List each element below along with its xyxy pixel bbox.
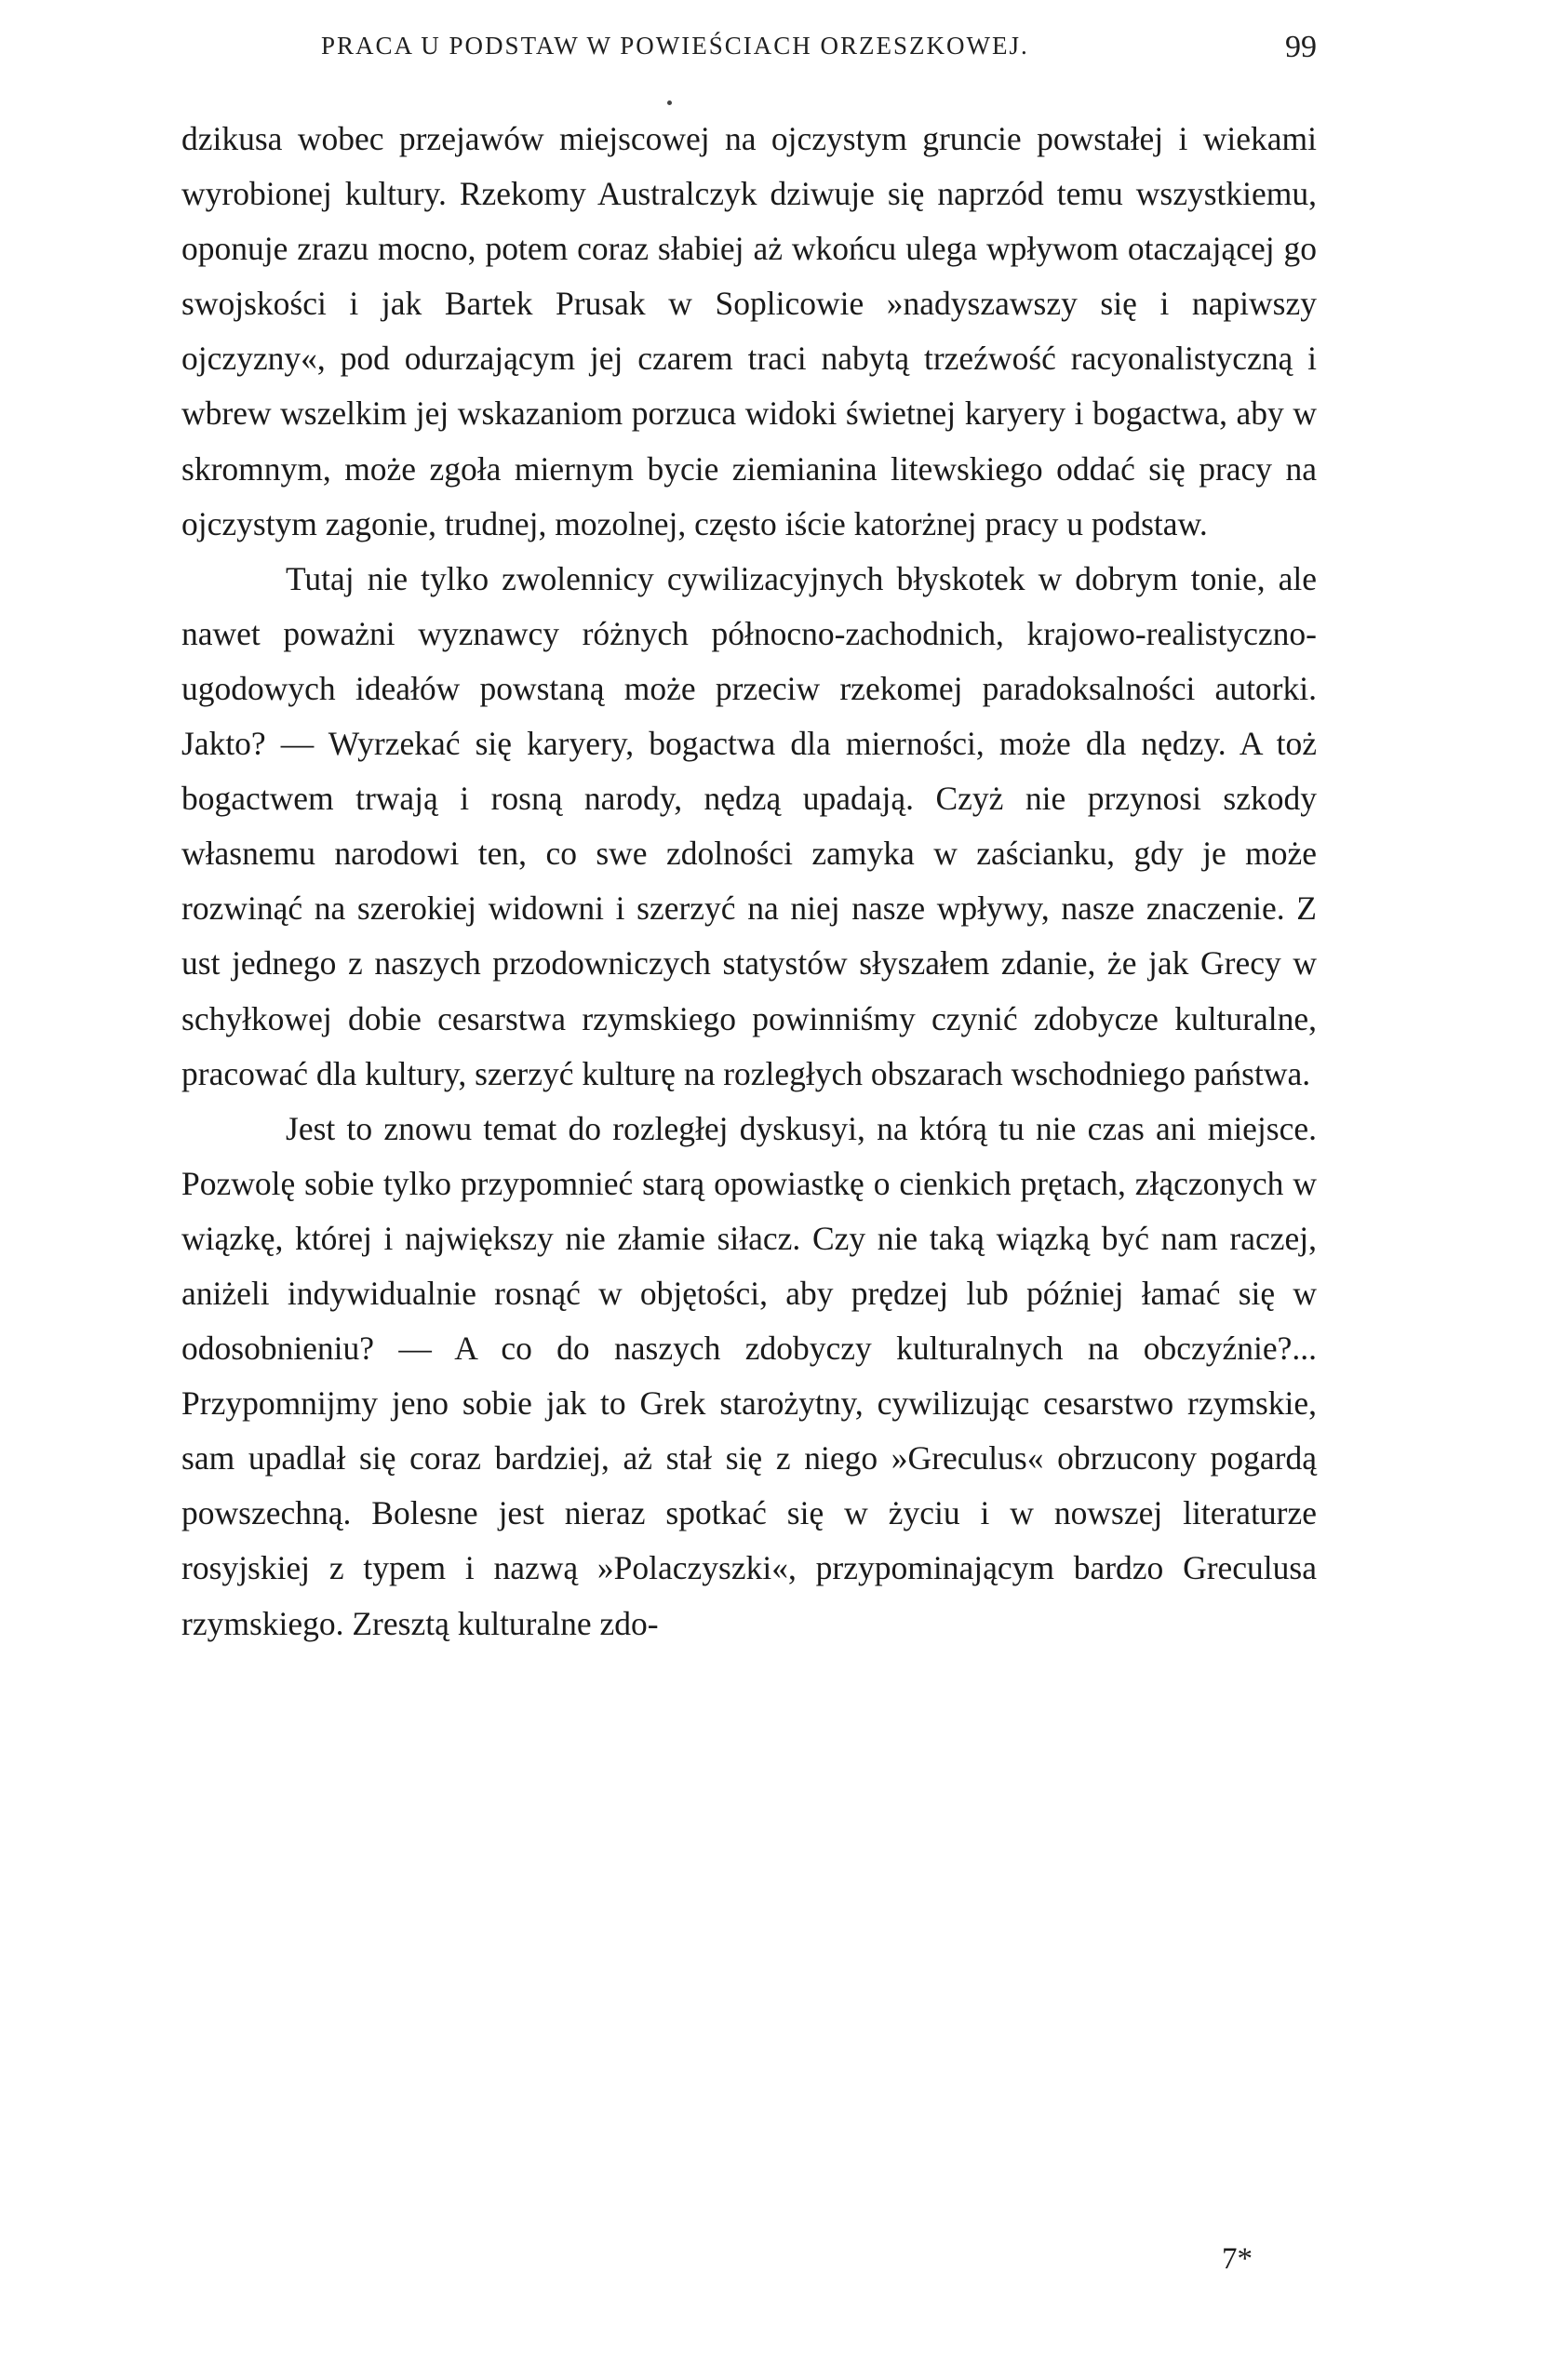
book-page: [181, 0, 1317, 2380]
paragraph: Tutaj nie tylko zwolennicy cywilizacyjnych błyskotek w dobrym tonie, ale nawet poważni wyznawcy różnych północno-zachodnich, krajowo-realistyczno-ugodowych ideałów powstaną może przeciw rzekomej paradoksalności autorki. Jakto? — Wyrzekać się karyery, bogactwa dla mierności, może dla nędzy. A toż bogactwem trwają i rosną narody, nędzą upadają. Czyż nie przynosi szkody własnemu narodowi ten, co swe zdolności zamyka w zaścianku, gdy je może rozwinąć na szerokiej widowni i szerzyć na niej nasze wpływy, nasze znaczenie. Z ust jednego z naszych przodowniczych statystów słyszałem zdanie, że jak Grecy w schyłkowej dobie cesarstwa rzymskiego powinniśmy czynić zdobycze kulturalne, pracować dla kultury, szerzyć kulturę na rozległych obszarach wschodniego państwa.: [181, 559, 1317, 1092]
paragraph: Jest to znowu temat do rozległej dyskusyi, na którą tu nie czas ani miejsce. Pozwolę sobie tylko przypomnieć starą opowiastkę o cienkich prętach, złączonych w wiązkę, której i największy nie złamie siłacz. Czy nie taką wiązką być nam raczej, aniżeli indywidualnie rosnąć w objętości, aby prędzej lub później łamać się w odosobnieniu? — A co do naszych zdobyczy kulturalnych na obczyźnie?... Przypomnijmy jeno sobie jak to Grek starożytny, cywilizując cesarstwo rzymskie, sam upadlał się coraz bardziej, aż stał się z niego »Greculus« obrzucony pogardą powszechną. Bolesne jest nieraz spotkać się w życiu i w nowszej literaturze rosyjskiej z typem i nazwą »Polaczyszki«, przypominającym bardzo Greculusa rzymskiego. Zresztą kulturalne zdo-: [181, 1109, 1317, 1642]
body-text: [181, 112, 1317, 1651]
signature-mark: 7*: [1222, 2242, 1253, 2276]
paragraph-continuation: dzikusa wobec przejawów miejscowej na ojczystym gruncie powstałej i wiekami wyrobionej kultury. Rzekomy Australczyk dziwuje się naprzód temu wszystkiemu, oponuje zrazu mocno, potem coraz słabiej aż wkońcu ulega wpływom otaczającej go swojskości i jak Bartek Prusak w Soplicowie »nadyszawszy się i napiwszy ojczyzny«, pod odurzającym jej czarem traci nabytą trzeźwość racyonalistyczną i wbrew wszelkim jej wskazaniom porzuca widoki świetnej karyery i bogactwa, aby w skromnym, może zgoła miernym bycie ziemianina litewskiego oddać się pracy na ojczystym zagonie, trudnej, mozolnej, często iście katorżnej pracy u podstaw.: [181, 120, 1317, 542]
running-title: PRACA U PODSTAW W POWIEŚCIACH ORZESZKOWEJ.: [321, 32, 1029, 60]
running-head: [181, 32, 1317, 73]
page-number: 99: [1285, 30, 1317, 64]
print-speck: [667, 100, 672, 105]
